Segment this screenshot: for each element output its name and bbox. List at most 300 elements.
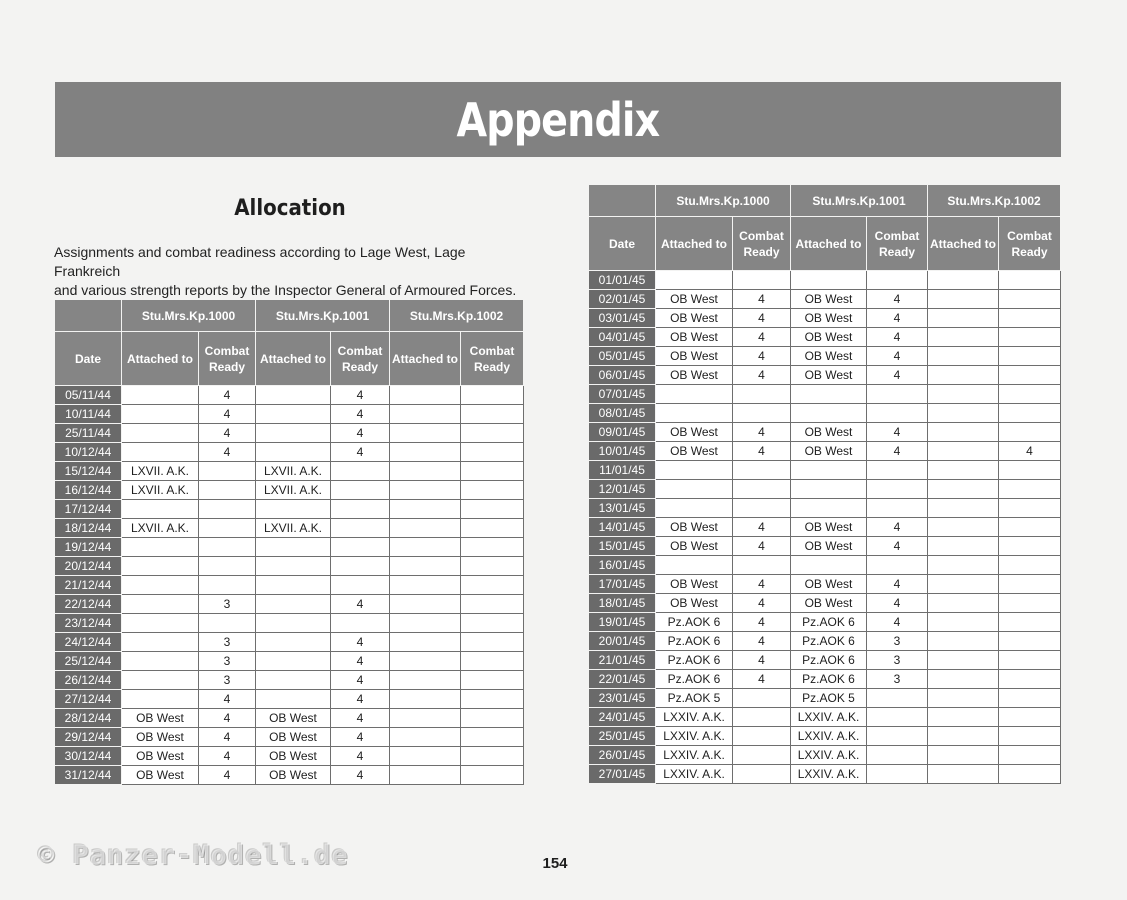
combat-cell-1000: 4 bbox=[199, 747, 256, 766]
attached-cell-1002 bbox=[390, 576, 461, 595]
table-row bbox=[55, 671, 524, 690]
date-cell: 20/12/44 bbox=[55, 557, 122, 576]
page-title: Appendix bbox=[456, 92, 660, 147]
attached-cell-1000: OB West bbox=[122, 747, 199, 766]
combat-cell-1000 bbox=[733, 499, 791, 518]
combat-cell-1002 bbox=[999, 271, 1061, 290]
combat-cell-1002 bbox=[461, 500, 524, 519]
combat-cell-1000: 4 bbox=[199, 386, 256, 405]
combat-ready-header: Combat Ready bbox=[199, 332, 256, 386]
combat-cell-1002 bbox=[999, 708, 1061, 727]
corner-cell bbox=[55, 300, 122, 332]
combat-cell-1000: 3 bbox=[199, 633, 256, 652]
date-cell: 27/01/45 bbox=[589, 765, 656, 784]
combat-cell-1002 bbox=[461, 633, 524, 652]
combat-cell-1001: 4 bbox=[867, 366, 928, 385]
table-row bbox=[589, 746, 1061, 765]
attached-cell-1001: OB West bbox=[791, 442, 867, 461]
combat-cell-1002 bbox=[461, 614, 524, 633]
table-row bbox=[589, 556, 1061, 575]
combat-cell-1002 bbox=[999, 404, 1061, 423]
combat-cell-1000: 4 bbox=[733, 423, 791, 442]
date-cell: 14/01/45 bbox=[589, 518, 656, 537]
table-row bbox=[55, 652, 524, 671]
attached-cell-1001: LXVII. A.K. bbox=[256, 519, 331, 538]
attached-cell-1002 bbox=[928, 328, 999, 347]
combat-cell-1000 bbox=[199, 538, 256, 557]
attached-cell-1001 bbox=[791, 499, 867, 518]
attached-cell-1002 bbox=[390, 652, 461, 671]
attached-cell-1001 bbox=[256, 595, 331, 614]
combat-cell-1001 bbox=[867, 480, 928, 499]
combat-cell-1002 bbox=[999, 727, 1061, 746]
attached-cell-1001 bbox=[256, 405, 331, 424]
combat-cell-1002 bbox=[461, 519, 524, 538]
date-cell: 25/01/45 bbox=[589, 727, 656, 746]
attached-cell-1000: OB West bbox=[122, 728, 199, 747]
attached-cell-1000 bbox=[122, 576, 199, 595]
attached-cell-1002 bbox=[390, 709, 461, 728]
attached-cell-1001: LXXIV. A.K. bbox=[791, 727, 867, 746]
attached-cell-1001: OB West bbox=[791, 309, 867, 328]
table-row bbox=[55, 500, 524, 519]
combat-cell-1000: 4 bbox=[199, 443, 256, 462]
attached-cell-1000 bbox=[122, 538, 199, 557]
combat-cell-1001: 4 bbox=[331, 709, 390, 728]
date-cell: 23/01/45 bbox=[589, 689, 656, 708]
table-row bbox=[589, 689, 1061, 708]
attached-cell-1002 bbox=[928, 480, 999, 499]
combat-cell-1001 bbox=[867, 404, 928, 423]
combat-ready-header: Combat Ready bbox=[733, 217, 791, 271]
attached-cell-1000 bbox=[122, 386, 199, 405]
intro-line-1: Assignments and combat readiness according to Lage West, Lage Frankreich bbox=[54, 244, 466, 279]
combat-cell-1002 bbox=[999, 689, 1061, 708]
date-cell: 11/01/45 bbox=[589, 461, 656, 480]
attached-cell-1002 bbox=[390, 690, 461, 709]
page-number: 154 bbox=[542, 855, 568, 872]
unit-header-1002: Stu.Mrs.Kp.1002 bbox=[928, 185, 1061, 217]
combat-cell-1002 bbox=[999, 290, 1061, 309]
attached-cell-1001 bbox=[256, 614, 331, 633]
combat-cell-1000: 4 bbox=[733, 594, 791, 613]
column-header-row bbox=[55, 332, 524, 386]
combat-cell-1001: 4 bbox=[331, 671, 390, 690]
attached-cell-1000 bbox=[656, 404, 733, 423]
combat-cell-1001 bbox=[331, 500, 390, 519]
attached-cell-1001 bbox=[256, 576, 331, 595]
attached-cell-1002 bbox=[928, 366, 999, 385]
date-cell: 01/01/45 bbox=[589, 271, 656, 290]
attached-cell-1000: OB West bbox=[656, 442, 733, 461]
attached-cell-1000: Pz.AOK 6 bbox=[656, 651, 733, 670]
attached-cell-1001: Pz.AOK 6 bbox=[791, 651, 867, 670]
attached-header: Attached to bbox=[928, 217, 999, 271]
attached-cell-1002 bbox=[390, 595, 461, 614]
combat-cell-1000: 4 bbox=[199, 728, 256, 747]
combat-cell-1002 bbox=[461, 538, 524, 557]
attached-cell-1002 bbox=[390, 557, 461, 576]
attached-cell-1001 bbox=[256, 557, 331, 576]
appendix-banner bbox=[55, 82, 1061, 157]
table-row bbox=[589, 670, 1061, 689]
combat-cell-1001 bbox=[331, 481, 390, 500]
attached-cell-1000 bbox=[656, 461, 733, 480]
date-header: Date bbox=[589, 217, 656, 271]
combat-cell-1002 bbox=[461, 652, 524, 671]
combat-cell-1001: 4 bbox=[331, 766, 390, 785]
table-row bbox=[589, 537, 1061, 556]
combat-cell-1000: 4 bbox=[733, 290, 791, 309]
attached-cell-1001: LXXIV. A.K. bbox=[791, 765, 867, 784]
combat-cell-1002 bbox=[461, 443, 524, 462]
attached-cell-1001: OB West bbox=[791, 518, 867, 537]
combat-cell-1001: 4 bbox=[331, 386, 390, 405]
combat-cell-1001 bbox=[867, 499, 928, 518]
attached-cell-1000 bbox=[122, 500, 199, 519]
attached-cell-1002 bbox=[928, 271, 999, 290]
date-cell: 24/01/45 bbox=[589, 708, 656, 727]
table-row bbox=[589, 404, 1061, 423]
date-cell: 15/01/45 bbox=[589, 537, 656, 556]
attached-cell-1001 bbox=[791, 385, 867, 404]
combat-ready-header: Combat Ready bbox=[999, 217, 1061, 271]
combat-cell-1002 bbox=[999, 556, 1061, 575]
combat-cell-1001: 4 bbox=[867, 537, 928, 556]
attached-cell-1002 bbox=[928, 404, 999, 423]
attached-cell-1000 bbox=[122, 424, 199, 443]
attached-cell-1001: LXXIV. A.K. bbox=[791, 746, 867, 765]
date-cell: 02/01/45 bbox=[589, 290, 656, 309]
attached-cell-1000 bbox=[656, 556, 733, 575]
date-cell: 26/01/45 bbox=[589, 746, 656, 765]
attached-cell-1002 bbox=[928, 385, 999, 404]
combat-cell-1000: 4 bbox=[733, 309, 791, 328]
combat-cell-1001 bbox=[867, 689, 928, 708]
table-row bbox=[589, 727, 1061, 746]
attached-cell-1002 bbox=[928, 518, 999, 537]
table-row bbox=[589, 613, 1061, 632]
attached-header: Attached to bbox=[122, 332, 199, 386]
attached-cell-1002 bbox=[390, 405, 461, 424]
attached-cell-1002 bbox=[928, 556, 999, 575]
attached-cell-1001 bbox=[256, 424, 331, 443]
attached-cell-1002 bbox=[390, 671, 461, 690]
combat-cell-1000: 4 bbox=[733, 537, 791, 556]
combat-cell-1001: 4 bbox=[867, 575, 928, 594]
attached-cell-1002 bbox=[390, 386, 461, 405]
date-cell: 04/01/45 bbox=[589, 328, 656, 347]
attached-cell-1001 bbox=[256, 652, 331, 671]
combat-cell-1000 bbox=[199, 557, 256, 576]
table-row bbox=[589, 366, 1061, 385]
combat-cell-1002 bbox=[461, 671, 524, 690]
attached-cell-1001: Pz.AOK 6 bbox=[791, 632, 867, 651]
combat-cell-1002 bbox=[999, 651, 1061, 670]
unit-header-1001: Stu.Mrs.Kp.1001 bbox=[791, 185, 928, 217]
combat-cell-1002 bbox=[999, 499, 1061, 518]
combat-cell-1000: 4 bbox=[733, 328, 791, 347]
combat-cell-1001: 4 bbox=[867, 442, 928, 461]
attached-cell-1000 bbox=[122, 443, 199, 462]
table-row bbox=[55, 481, 524, 500]
attached-cell-1001: OB West bbox=[791, 537, 867, 556]
attached-cell-1000: OB West bbox=[122, 709, 199, 728]
table-row bbox=[589, 708, 1061, 727]
combat-cell-1002: 4 bbox=[999, 442, 1061, 461]
combat-cell-1000: 4 bbox=[733, 518, 791, 537]
attached-cell-1001 bbox=[256, 671, 331, 690]
attached-cell-1001: OB West bbox=[791, 594, 867, 613]
attached-cell-1000: OB West bbox=[122, 766, 199, 785]
combat-cell-1000 bbox=[733, 556, 791, 575]
combat-cell-1001: 3 bbox=[867, 670, 928, 689]
date-cell: 26/12/44 bbox=[55, 671, 122, 690]
combat-cell-1001: 3 bbox=[867, 651, 928, 670]
combat-cell-1001: 4 bbox=[331, 633, 390, 652]
attached-cell-1002 bbox=[928, 689, 999, 708]
attached-cell-1002 bbox=[928, 499, 999, 518]
combat-cell-1000 bbox=[733, 746, 791, 765]
attached-cell-1000: LXXIV. A.K. bbox=[656, 727, 733, 746]
combat-cell-1000 bbox=[199, 500, 256, 519]
combat-cell-1002 bbox=[999, 385, 1061, 404]
date-cell: 10/01/45 bbox=[589, 442, 656, 461]
attached-cell-1001: OB West bbox=[256, 728, 331, 747]
attached-header: Attached to bbox=[656, 217, 733, 271]
date-cell: 06/01/45 bbox=[589, 366, 656, 385]
attached-cell-1001 bbox=[256, 633, 331, 652]
combat-cell-1002 bbox=[461, 386, 524, 405]
attached-cell-1000: OB West bbox=[656, 366, 733, 385]
attached-cell-1000 bbox=[656, 499, 733, 518]
attached-cell-1000 bbox=[122, 652, 199, 671]
attached-cell-1001: OB West bbox=[791, 575, 867, 594]
combat-ready-header: Combat Ready bbox=[867, 217, 928, 271]
combat-cell-1002 bbox=[999, 461, 1061, 480]
attached-cell-1001 bbox=[256, 386, 331, 405]
combat-cell-1000: 3 bbox=[199, 671, 256, 690]
date-cell: 28/12/44 bbox=[55, 709, 122, 728]
table-row bbox=[589, 271, 1061, 290]
unit-header-row bbox=[55, 300, 524, 332]
combat-cell-1001: 4 bbox=[867, 347, 928, 366]
date-cell: 22/01/45 bbox=[589, 670, 656, 689]
attached-cell-1002 bbox=[390, 462, 461, 481]
table-row bbox=[55, 728, 524, 747]
attached-cell-1002 bbox=[390, 728, 461, 747]
date-cell: 24/12/44 bbox=[55, 633, 122, 652]
attached-header: Attached to bbox=[791, 217, 867, 271]
attached-cell-1000 bbox=[122, 614, 199, 633]
combat-cell-1001: 4 bbox=[867, 423, 928, 442]
attached-cell-1000: Pz.AOK 6 bbox=[656, 632, 733, 651]
table-row bbox=[55, 424, 524, 443]
combat-cell-1001 bbox=[867, 461, 928, 480]
date-cell: 15/12/44 bbox=[55, 462, 122, 481]
combat-cell-1002 bbox=[999, 518, 1061, 537]
attached-cell-1001 bbox=[256, 443, 331, 462]
attached-cell-1002 bbox=[928, 651, 999, 670]
combat-cell-1002 bbox=[999, 423, 1061, 442]
combat-cell-1001 bbox=[331, 519, 390, 538]
combat-cell-1001: 4 bbox=[867, 518, 928, 537]
combat-cell-1001 bbox=[331, 557, 390, 576]
combat-cell-1000: 4 bbox=[199, 766, 256, 785]
date-cell: 03/01/45 bbox=[589, 309, 656, 328]
combat-cell-1002 bbox=[461, 728, 524, 747]
attached-cell-1002 bbox=[390, 424, 461, 443]
table-row bbox=[589, 518, 1061, 537]
table-row bbox=[589, 765, 1061, 784]
combat-cell-1002 bbox=[999, 328, 1061, 347]
attached-cell-1002 bbox=[390, 747, 461, 766]
date-cell: 07/01/45 bbox=[589, 385, 656, 404]
date-cell: 30/12/44 bbox=[55, 747, 122, 766]
combat-cell-1002 bbox=[461, 424, 524, 443]
date-cell: 10/12/44 bbox=[55, 443, 122, 462]
combat-cell-1000: 4 bbox=[733, 632, 791, 651]
unit-header-1000: Stu.Mrs.Kp.1000 bbox=[656, 185, 791, 217]
combat-cell-1002 bbox=[999, 765, 1061, 784]
combat-cell-1002 bbox=[461, 462, 524, 481]
combat-cell-1000 bbox=[733, 271, 791, 290]
attached-cell-1000: Pz.AOK 6 bbox=[656, 613, 733, 632]
combat-cell-1001: 4 bbox=[867, 290, 928, 309]
date-cell: 13/01/45 bbox=[589, 499, 656, 518]
combat-cell-1002 bbox=[999, 632, 1061, 651]
combat-cell-1001: 4 bbox=[331, 652, 390, 671]
table-row bbox=[55, 538, 524, 557]
unit-header-row bbox=[589, 185, 1061, 217]
attached-cell-1001 bbox=[256, 500, 331, 519]
table-row bbox=[55, 633, 524, 652]
combat-cell-1000: 3 bbox=[199, 652, 256, 671]
combat-cell-1000: 4 bbox=[199, 405, 256, 424]
date-cell: 16/01/45 bbox=[589, 556, 656, 575]
table-row bbox=[589, 328, 1061, 347]
combat-cell-1001: 4 bbox=[331, 728, 390, 747]
attached-cell-1002 bbox=[390, 443, 461, 462]
combat-cell-1000: 4 bbox=[733, 575, 791, 594]
combat-cell-1001 bbox=[331, 576, 390, 595]
unit-header-1001: Stu.Mrs.Kp.1001 bbox=[256, 300, 390, 332]
table-row bbox=[55, 519, 524, 538]
table-row bbox=[589, 632, 1061, 651]
date-cell: 31/12/44 bbox=[55, 766, 122, 785]
combat-cell-1002 bbox=[999, 670, 1061, 689]
attached-cell-1001: OB West bbox=[791, 290, 867, 309]
combat-cell-1001 bbox=[331, 538, 390, 557]
attached-cell-1002 bbox=[390, 614, 461, 633]
attached-cell-1000 bbox=[122, 405, 199, 424]
combat-cell-1002 bbox=[461, 595, 524, 614]
date-cell: 29/12/44 bbox=[55, 728, 122, 747]
attached-cell-1001: OB West bbox=[791, 328, 867, 347]
attached-cell-1002 bbox=[928, 575, 999, 594]
combat-cell-1000: 3 bbox=[199, 595, 256, 614]
attached-cell-1000 bbox=[122, 557, 199, 576]
combat-cell-1000: 4 bbox=[733, 442, 791, 461]
combat-cell-1000 bbox=[733, 727, 791, 746]
attached-cell-1001 bbox=[256, 538, 331, 557]
combat-cell-1000: 4 bbox=[733, 670, 791, 689]
attached-cell-1001: OB West bbox=[791, 423, 867, 442]
combat-cell-1002 bbox=[461, 557, 524, 576]
attached-cell-1002 bbox=[928, 594, 999, 613]
table-body-1945 bbox=[589, 271, 1061, 784]
attached-cell-1001: OB West bbox=[791, 366, 867, 385]
intro-paragraph bbox=[54, 243, 528, 300]
attached-cell-1000: OB West bbox=[656, 423, 733, 442]
attached-cell-1001: OB West bbox=[256, 766, 331, 785]
attached-cell-1001: LXVII. A.K. bbox=[256, 462, 331, 481]
attached-cell-1001: OB West bbox=[256, 747, 331, 766]
attached-cell-1002 bbox=[928, 423, 999, 442]
attached-cell-1002 bbox=[928, 765, 999, 784]
date-cell: 25/12/44 bbox=[55, 652, 122, 671]
table-row bbox=[55, 614, 524, 633]
attached-cell-1002 bbox=[928, 632, 999, 651]
date-cell: 05/11/44 bbox=[55, 386, 122, 405]
attached-cell-1000: LXVII. A.K. bbox=[122, 462, 199, 481]
allocation-table-1945 bbox=[588, 184, 1061, 784]
date-cell: 17/12/44 bbox=[55, 500, 122, 519]
attached-cell-1000: OB West bbox=[656, 290, 733, 309]
combat-cell-1001: 4 bbox=[331, 443, 390, 462]
combat-cell-1000 bbox=[199, 481, 256, 500]
attached-cell-1000: LXXIV. A.K. bbox=[656, 765, 733, 784]
attached-cell-1000: Pz.AOK 5 bbox=[656, 689, 733, 708]
attached-header: Attached to bbox=[256, 332, 331, 386]
table-row bbox=[589, 385, 1061, 404]
combat-cell-1000: 4 bbox=[733, 366, 791, 385]
attached-cell-1002 bbox=[390, 481, 461, 500]
combat-cell-1002 bbox=[999, 575, 1061, 594]
combat-cell-1000: 4 bbox=[199, 424, 256, 443]
attached-cell-1002 bbox=[928, 613, 999, 632]
attached-cell-1001: LXVII. A.K. bbox=[256, 481, 331, 500]
attached-cell-1002 bbox=[390, 633, 461, 652]
combat-cell-1002 bbox=[999, 347, 1061, 366]
combat-cell-1000 bbox=[199, 462, 256, 481]
attached-cell-1001 bbox=[791, 480, 867, 499]
attached-cell-1002 bbox=[928, 290, 999, 309]
table-row bbox=[55, 709, 524, 728]
combat-cell-1001: 4 bbox=[867, 328, 928, 347]
combat-cell-1002 bbox=[999, 613, 1061, 632]
attached-cell-1000 bbox=[122, 633, 199, 652]
table-row bbox=[589, 594, 1061, 613]
attached-header: Attached to bbox=[390, 332, 461, 386]
section-title: Allocation bbox=[234, 196, 346, 221]
combat-cell-1000 bbox=[733, 404, 791, 423]
combat-cell-1002 bbox=[999, 746, 1061, 765]
date-cell: 12/01/45 bbox=[589, 480, 656, 499]
date-cell: 17/01/45 bbox=[589, 575, 656, 594]
combat-cell-1002 bbox=[999, 309, 1061, 328]
combat-cell-1000 bbox=[199, 519, 256, 538]
attached-cell-1000 bbox=[656, 385, 733, 404]
date-cell: 25/11/44 bbox=[55, 424, 122, 443]
attached-cell-1001: Pz.AOK 6 bbox=[791, 670, 867, 689]
date-cell: 18/12/44 bbox=[55, 519, 122, 538]
attached-cell-1000: OB West bbox=[656, 309, 733, 328]
table-row bbox=[589, 575, 1061, 594]
combat-cell-1001: 4 bbox=[331, 595, 390, 614]
unit-header-1000: Stu.Mrs.Kp.1000 bbox=[122, 300, 256, 332]
date-cell: 21/01/45 bbox=[589, 651, 656, 670]
